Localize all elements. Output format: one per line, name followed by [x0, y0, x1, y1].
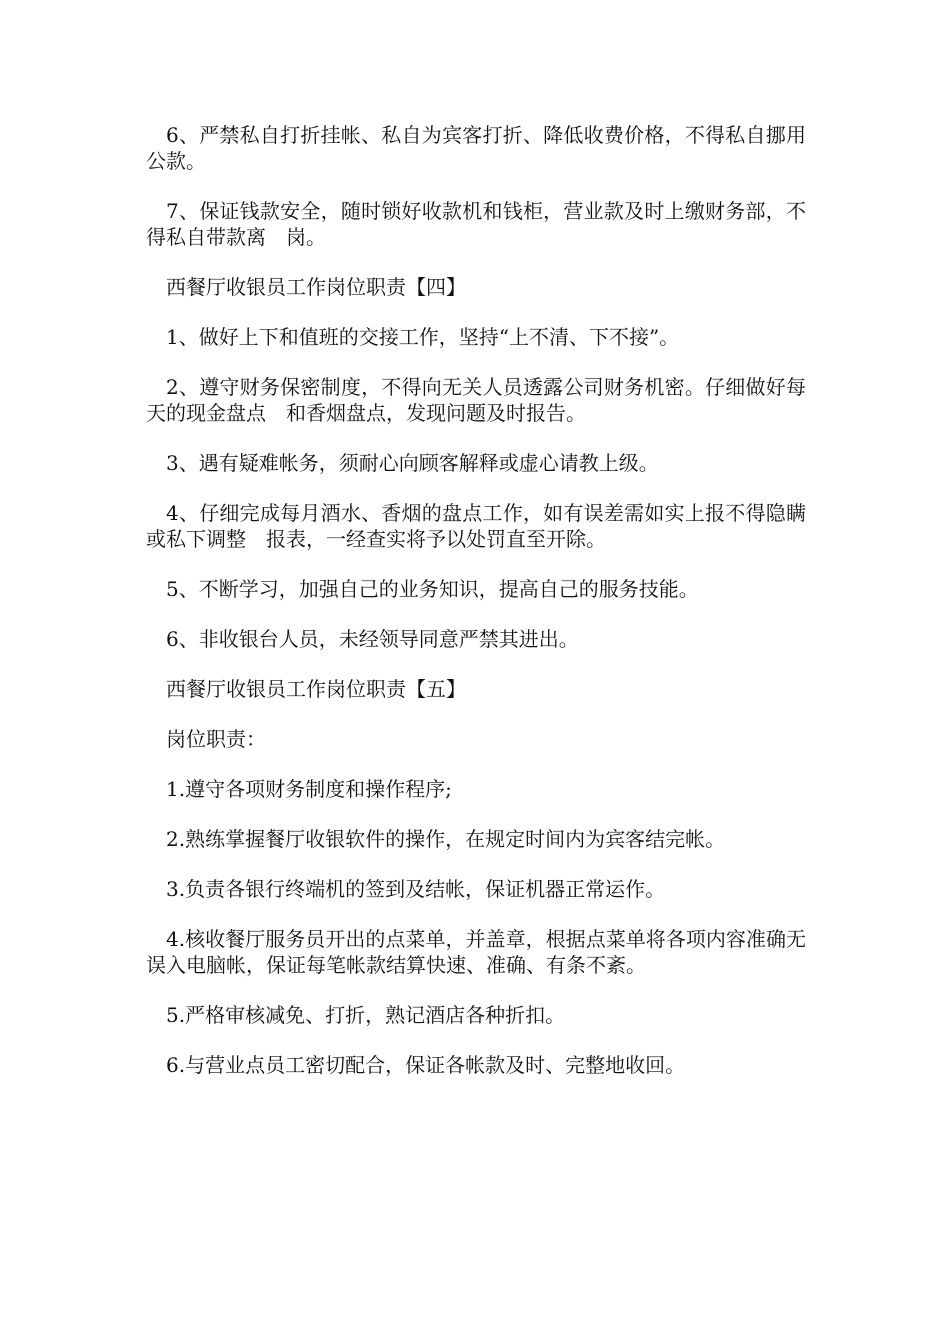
paragraph-item-1-handover: 1、做好上下和值班的交接工作，坚持“上不清、下不接”。 — [166, 325, 680, 349]
duty-item-3: 3.负责各银行终端机的签到及结帐，保证机器正常运作。 — [166, 877, 666, 901]
duties-label: 岗位职责： — [166, 727, 266, 751]
duty-item-5: 5.严格审核减免、打折，熟记酒店各种折扣。 — [166, 1003, 566, 1027]
paragraph-item-2-confidentiality: 2、遵守财务保密制度，不得向无关人员透露公司财务机密。仔细做好每天的现金盘点 和香烟盘点，发现问题及时报告。 — [146, 375, 806, 425]
paragraph-item-3-difficult-accounts: 3、遇有疑难帐务，须耐心向顾客解释或虚心请教上级。 — [166, 451, 659, 475]
document-body — [146, 122, 806, 1102]
duty-item-6: 6.与营业点员工密切配合，保证各帐款及时、完整地收回。 — [166, 1053, 686, 1077]
duty-item-4: 4.核收餐厅服务员开出的点菜单，并盖章，根据点菜单将各项内容准确无误入电脑帐，保证每笔帐款结算快速、准确、有条不紊。 — [146, 927, 806, 977]
paragraph-item-7-cash-safety: 7、保证钱款安全，随时锁好收款机和钱柜，营业款及时上缴财务部，不得私自带款离 岗。 — [146, 199, 806, 249]
paragraph-item-4-inventory: 4、仔细完成每月酒水、香烟的盘点工作，如有误差需如实上报不得隐瞒或私下调整 报表，一经查实将予以处罚直至开除。 — [146, 501, 806, 551]
paragraph-item-6-access: 6、非收银台人员，未经领导同意严禁其进出。 — [166, 627, 579, 651]
duty-item-2: 2.熟练掌握餐厅收银软件的操作，在规定时间内为宾客结完帐。 — [166, 827, 726, 851]
paragraph-item-6-discount-rule: 6、严禁私自打折挂帐、私自为宾客打折、降低收费价格，不得私自挪用公款。 — [146, 123, 806, 173]
section-heading-5: 西餐厅收银员工作岗位职责【五】 — [166, 677, 466, 701]
paragraph-item-5-learning: 5、不断学习，加强自己的业务知识，提高自己的服务技能。 — [166, 577, 699, 601]
duty-item-1: 1.遵守各项财务制度和操作程序; — [166, 777, 452, 801]
section-heading-4: 西餐厅收银员工作岗位职责【四】 — [166, 275, 466, 299]
